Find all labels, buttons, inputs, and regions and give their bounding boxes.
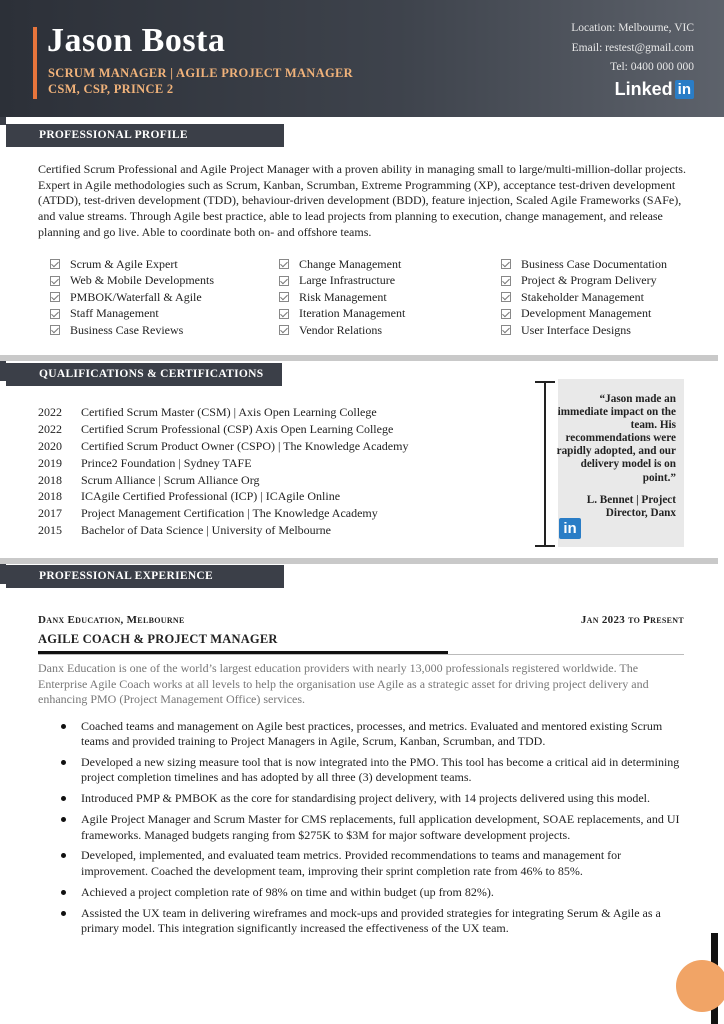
qualification-item: 2022 Certified Scrum Professional (CSP) Axis Open Learning College [38, 421, 394, 436]
qualification-item: 2022 Certified Scrum Master (CSM) | Axis Open Learning College [38, 404, 377, 419]
phone-text[interactable]: Tel: 0400 000 000 [610, 61, 694, 73]
skill-item: Development Management [501, 306, 667, 323]
checkbox-icon [279, 276, 289, 286]
checkbox-icon [50, 292, 60, 302]
checkbox-icon [50, 325, 60, 335]
testimonial-rule-cap [535, 381, 555, 383]
linkedin-in-badge: in [675, 80, 694, 99]
qualification-item: 2020 Certified Scrum Product Owner (CSPO) | The Knowledge Academy [38, 438, 409, 453]
skill-item: PMBOK/Waterfall & Agile [50, 289, 214, 306]
resume-header [0, 0, 724, 117]
checkbox-icon [279, 309, 289, 319]
achievement-item: Agile Project Manager and Scrum Master for CMS replacements, full application development, SOAE replacements, and UI frameworks. Managed budgets ranging from $275K to $3M for major software development projects. [60, 812, 685, 843]
qualification-item: 2015 Bachelor of Data Science | University of Melbourne [38, 523, 331, 538]
checkbox-icon [279, 292, 289, 302]
skill-item: Vendor Relations [279, 322, 405, 339]
checkbox-icon [501, 259, 511, 269]
company-name: Danx Education, Melbourne [38, 614, 185, 626]
skill-item: Staff Management [50, 306, 214, 323]
testimonial-rule [544, 382, 546, 546]
location-text: Location: Melbourne, VIC [571, 22, 694, 34]
checkbox-icon [279, 259, 289, 269]
skill-item: Scrum & Agile Expert [50, 256, 214, 273]
checkbox-icon [501, 276, 511, 286]
checkbox-icon [501, 325, 511, 335]
qualification-item: 2018 Scrum Alliance | Scrum Alliance Org [38, 472, 260, 487]
linkedin-icon[interactable]: in [559, 518, 581, 539]
linkedin-word: Linked [614, 79, 673, 99]
email-text[interactable]: Email: restest@gmail.com [571, 42, 694, 54]
qualification-item: 2017 Project Management Certification | The Knowledge Academy [38, 506, 378, 521]
profile-summary: Certified Scrum Professional and Agile Project Manager with a proven ability in managing small to large/multi-million-dollar projects. Expert in Agile methodologies such as Scrum, Kanban, Scrumban, Extreme Programming (XP), acceptance test-driven development (ATDD), test-driven development (TDD), behaviour-driven development (BDD), feature injection, Scaled Agile Frameworks (SAFe), and value streams. Through Agile best practice, able to lead projects from planning to execution, change management, and release planning and go live. Able to coordinate both on- and offshore teams. [38, 162, 686, 239]
checkbox-icon [50, 276, 60, 286]
skills-column-2 [279, 256, 405, 339]
skill-item: Project & Program Delivery [501, 273, 667, 290]
section-heading-qualifications: QUALIFICATIONS & CERTIFICATIONS [6, 363, 282, 386]
testimonial-quote: “Jason made an immediate impact on the team. His recommendations were rapidly adopted, and our delivery model is on point.” [556, 393, 676, 484]
checkbox-icon [501, 309, 511, 319]
qualifications-list [38, 404, 408, 539]
section-heading-profile: PROFESSIONAL PROFILE [6, 124, 284, 147]
skill-item: Business Case Documentation [501, 256, 667, 273]
skills-column-1 [50, 256, 214, 339]
achievement-item: Assisted the UX team in delivering wireframes and mock-ups and provided strategies for integrating Serum & Agile as a primary model. This integration significantly increased the effectiveness of the UX team. [60, 906, 685, 937]
achievement-item: Achieved a project completion rate of 98% on time and within budget (up from 82%). [60, 885, 685, 900]
skill-item: Iteration Management [279, 306, 405, 323]
achievement-item: Developed a new sizing measure tool that is now integrated into the PMO. This tool has become a critical aid in determining project completion timelines and has adopted by all three (3) development teams. [60, 755, 685, 786]
section-divider [0, 355, 718, 361]
skill-item: Stakeholder Management [501, 289, 667, 306]
skills-column-3 [501, 256, 667, 339]
achievement-list [60, 719, 685, 942]
achievement-item: Developed, implemented, and evaluated team metrics. Provided recommendations to teams and management for improvement. Coached the development team, improving their sprint completion rate from 46% to 85%. [60, 848, 685, 879]
section-divider [0, 558, 718, 564]
achievement-item: Introduced PMP & PMBOK as the core for standardising project delivery, with 14 projects delivered using this model. [60, 791, 685, 806]
checkbox-icon [279, 325, 289, 335]
job-titles: SCRUM MANAGER | AGILE PROJECT MANAGER [48, 66, 353, 80]
skill-item: Large Infrastructure [279, 273, 405, 290]
skill-item: Risk Management [279, 289, 405, 306]
company-description: Danx Education is one of the world’s largest education providers with nearly 13,000 professionals registered worldwide. The Enterprise Agile Coach works at all levels to help the organisation use Agile as a strategic asset for driving project delivery and enhancing PMO (Project Management Office) services. [38, 661, 649, 707]
checkbox-icon [50, 259, 60, 269]
qualification-item: 2018 ICAgile Certified Professional (ICP) | ICAgile Online [38, 489, 341, 504]
skill-item: Change Management [279, 256, 405, 273]
decorative-circle [676, 960, 724, 1012]
employment-dates: Jan 2023 to Present [580, 614, 684, 626]
certifications-line: CSM, CSP, PRINCE 2 [48, 82, 174, 96]
candidate-name: Jason Bosta [47, 22, 226, 59]
skill-item: Business Case Reviews [50, 322, 214, 339]
testimonial-author: L. Bennet | Project Director, Danx [586, 494, 676, 520]
accent-stripe [33, 27, 37, 99]
skill-item: Web & Mobile Developments [50, 273, 214, 290]
skill-item: User Interface Designs [501, 322, 667, 339]
achievement-item: Coached teams and management on Agile best practices, processes, and metrics. Evaluated and mentored existing Scrum teams and provided training to Project Managers in Agile, Scrum, Kanban, Scrumban, and TDD. [60, 719, 685, 750]
linkedin-logo-icon[interactable] [615, 79, 694, 100]
job-role: AGILE COACH & PROJECT MANAGER [38, 632, 278, 646]
qualification-item: 2019 Prince2 Foundation | Sydney TAFE [38, 455, 252, 470]
testimonial-rule-cap [535, 545, 555, 547]
checkbox-icon [50, 309, 60, 319]
role-underline-thin [38, 654, 684, 655]
checkbox-icon [501, 292, 511, 302]
section-heading-experience: PROFESSIONAL EXPERIENCE [6, 565, 284, 588]
